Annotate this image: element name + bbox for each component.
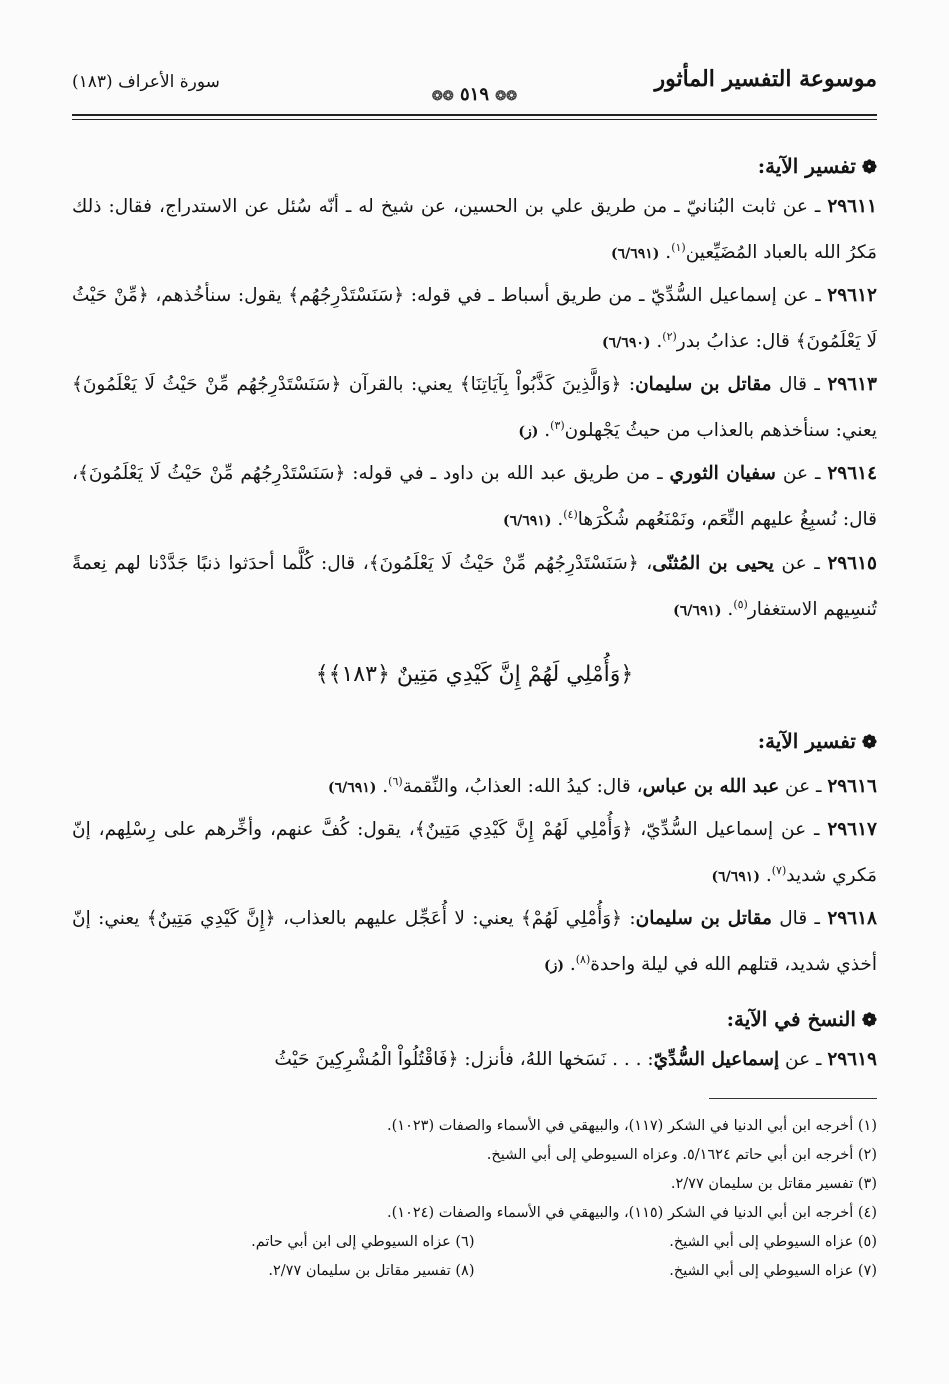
footnote-marker: (٦) <box>388 774 403 788</box>
volume-reference: (ز) <box>543 958 564 975</box>
narration-paragraph <box>72 186 877 275</box>
quran-verse: ﴿وَأُمْلِي لَهُمْ إِنَّ كَيْدِي مَتِينٌ ﴿١٨٣﴾﴾ <box>315 661 634 687</box>
narration-text: ، <box>638 552 653 574</box>
narration-text: ـ عن <box>779 1049 828 1071</box>
narrator-name: مقاتل بن سليمان <box>635 908 772 930</box>
volume-reference: (٦/٦٩١) <box>503 513 552 530</box>
header-rule <box>72 114 877 120</box>
footnote-marker: (٢) <box>662 330 677 344</box>
narration-text: يعني: إنّ أخذي شديد، قتلهم الله في ليلة واحدة <box>72 908 877 976</box>
narration-text: ، قال: كُلَّما أحدَثوا ذنبًا جَدَّدْنا لهم نِعمةً تُنسِيهم الاستغفار <box>72 552 877 620</box>
footnote: (٥) عزاه السيوطي إلى أبي الشيخ. <box>669 1234 877 1250</box>
footnote: (٤) أخرجه ابن أبي الدنيا في الشكر (١١٥)، والبيهقي في الأسماء والصفات (١٠٢٤). <box>387 1205 877 1221</box>
quran-quote: ﴿سَنَسْتَدْرِجُهُم﴾ <box>288 285 405 307</box>
section-title <box>72 723 877 761</box>
narration-number: ٢٩٦١٩ <box>827 1049 877 1071</box>
narration-number: ٢٩٦١٣ <box>827 374 877 396</box>
narration-text: ، قال: كيدُ الله: العذابُ، والنِّقمة <box>402 775 643 797</box>
section-title-text: تفسير الآية: <box>757 728 856 753</box>
volume-reference: (٦/٦٩١) <box>711 869 760 886</box>
section-title <box>72 1001 877 1039</box>
narration-number: ٢٩٦١٥ <box>827 552 877 574</box>
narration-number: ٢٩٦١٦ <box>827 775 877 797</box>
quran-quote: ﴿سَنَسْتَدْرِجُهُم مِّنْ حَيْثُ لَا يَعْلَمُونَ﴾ <box>77 463 346 485</box>
narrator-name: مقاتل بن سليمان <box>635 374 772 396</box>
narration-paragraph <box>72 1039 877 1080</box>
narrator-name: يحيى بن المُثنّى <box>652 552 774 574</box>
narration-paragraph <box>72 453 877 542</box>
narration-number: ٢٩٦١٨ <box>827 908 877 930</box>
section-title <box>72 148 877 186</box>
flower-icon: ❁ <box>861 157 877 178</box>
footnote-marker: (٧) <box>771 863 787 877</box>
narration-number: ٢٩٦١٧ <box>827 818 877 840</box>
quran-quote: ﴿وَأُمْلِي لَهُمْ إِنَّ كَيْدِي مَتِينٌ﴾ <box>414 818 633 840</box>
narrator-name: عبد الله بن عباس <box>642 775 780 797</box>
narration-text: ـ عن ثابت البُنانيّ ـ من طريق علي بن الحسين، عن شيخ له ـ أنّه سُئل عن الاستدراج، فقال: ذلك مَكرُ الله بالعباد المُضَيِّعين <box>72 196 877 264</box>
narration-text: ـ عن إسماعيل السُّدِّيّ ـ من طريق أسباط ـ في قوله: <box>404 285 828 307</box>
footnote: (٨) تفسير مقاتل بن سليمان ٢/٧٧. <box>268 1263 475 1279</box>
narration-text: . <box>538 420 551 442</box>
narration-text: . <box>551 509 564 531</box>
footnote-marker: (٤) <box>563 508 578 522</box>
footnote-divider <box>709 1098 877 1099</box>
quran-quote: ﴿فَاقْتُلُواْ الْمُشْرِكِينَ حَيْثُ <box>274 1049 459 1071</box>
narration-text: . <box>376 775 389 797</box>
ornament-icon: ❂❂ <box>495 89 518 104</box>
footnote: (٢) أخرجه ابن أبي حاتم ٥/١٦٢٤. وعزاه السيوطي إلى أبي الشيخ. <box>486 1147 877 1163</box>
narrator-name: سفيان الثوري <box>669 463 776 485</box>
volume-reference: (٦/٦٩١) <box>610 246 660 263</box>
narration-text: ـ عن إسماعيل السُّدِّيّ، <box>632 818 828 840</box>
narration-number: ٢٩٦١١ <box>827 196 877 217</box>
footnote-marker: (٣) <box>550 419 565 433</box>
flower-icon: ❁ <box>861 1010 877 1032</box>
narration-text: قال: عذابُ بدر <box>676 331 796 353</box>
narration-text: . <box>563 954 576 976</box>
narration-text: ـ عن <box>779 775 828 797</box>
footnote: (١) أخرجه ابن أبي الدنيا في الشكر (١١٧)، والبيهقي في الأسماء والصفات (١٠٢٣). <box>387 1118 877 1134</box>
narration-paragraph <box>72 761 877 809</box>
narration-paragraph <box>72 809 877 898</box>
narration-text: ـ قال <box>771 908 828 930</box>
footnote-row <box>72 1257 877 1286</box>
narration-text: ـ من طريق عبد الله بن داود ـ في قوله: <box>345 463 670 485</box>
narration-text: : <box>622 908 636 930</box>
footnote-marker: (٨) <box>575 953 591 967</box>
volume-reference: (ز) <box>518 424 539 441</box>
main-content <box>72 148 877 1080</box>
quran-quote: ﴿وَالَّذِينَ كَذَّبُواْ بِآيَاتِنَا﴾ <box>459 374 622 396</box>
narration-text: . <box>721 598 734 620</box>
narration-text: ـ قال <box>771 374 828 396</box>
footnote-row <box>72 1228 877 1257</box>
narration-text: يعني: لا أُعَجِّل عليهم بالعذاب، <box>275 908 521 930</box>
surah-label: سورة الأعراف (١٨٣) <box>72 72 220 92</box>
footnote-marker: (١) <box>671 241 686 254</box>
volume-reference: (٦/٦٩١) <box>673 602 722 619</box>
narration-text: ، يقول: كُفَّ عنهم، وأخِّرهم على رِسْلِهم، إنّ مَكري شديد <box>72 818 877 887</box>
narration-text: . <box>759 865 772 887</box>
narration-text: : . . . نَسَخها اللهُ، فأنزل: <box>458 1049 654 1071</box>
narration-text: . <box>659 242 672 264</box>
volume-reference: (٦/٦٩٠) <box>602 335 651 352</box>
quran-quote: ﴿مِّنْ حَيْثُ لَا يَعْلَمُونَ﴾ <box>72 285 877 353</box>
page-number: ٥١٩ <box>459 84 489 105</box>
narration-text: ـ عن <box>773 552 828 574</box>
footnote: (٦) عزاه السيوطي إلى ابن أبي حاتم. <box>251 1234 475 1250</box>
flower-icon: ❁ <box>861 731 877 753</box>
section-title-text: النسخ في الآية: <box>726 1007 856 1032</box>
narrator-name: إسماعيل السُّدِّيّ <box>653 1049 780 1071</box>
quran-quote: ﴿إِنَّ كَيْدِي مَتِينٌ﴾ <box>146 908 276 930</box>
narration-paragraph <box>72 275 877 364</box>
quran-quote: ﴿سَنَسْتَدْرِجُهُم مِّنْ حَيْثُ لَا يَعْلَمُونَ﴾ <box>72 374 342 396</box>
narration-number: ٢٩٦١٢ <box>827 285 877 307</box>
page-header <box>72 62 877 122</box>
footnotes <box>72 1112 877 1286</box>
ornament-icon: ❂❂ <box>431 89 454 104</box>
narration-paragraph <box>72 898 877 987</box>
footnote: (٧) عزاه السيوطي إلى أبي الشيخ. <box>669 1263 877 1279</box>
footnote: (٣) تفسير مقاتل بن سليمان ٢/٧٧. <box>670 1176 877 1192</box>
volume-reference: (٦/٦٩١) <box>327 779 377 796</box>
narration-text: يقول: سنأخُذهم، <box>148 285 289 307</box>
quran-quote: ﴿وَأُمْلِي لَهُمْ﴾ <box>520 908 623 930</box>
narration-text: يعني: بالقرآن <box>341 374 460 396</box>
narration-text: : <box>621 374 636 396</box>
narration-paragraph <box>72 543 877 632</box>
narration-number: ٢٩٦١٤ <box>827 463 878 485</box>
narration-text: يعني: سنأخذهم بالعذاب من حيثُ يَجْهلون <box>564 420 877 442</box>
quran-quote: ﴿سَنَسْتَدْرِجُهُم مِّنْ حَيْثُ لَا يَعْلَمُونَ﴾ <box>368 552 639 574</box>
section-title-text: تفسير الآية: <box>757 154 856 178</box>
narration-text: ـ عن <box>775 463 828 485</box>
footnote-marker: (٥) <box>733 597 748 611</box>
narration-text: ، قال: نُسبِغُ عليهم النِّعَم، ونَمْنَعُهم شُكْرَها <box>72 463 877 531</box>
section-gap <box>72 987 877 1001</box>
narration-text: . <box>650 331 663 353</box>
book-title: موسوعة التفسير المأثور <box>654 66 877 92</box>
narration-paragraph <box>72 364 877 453</box>
